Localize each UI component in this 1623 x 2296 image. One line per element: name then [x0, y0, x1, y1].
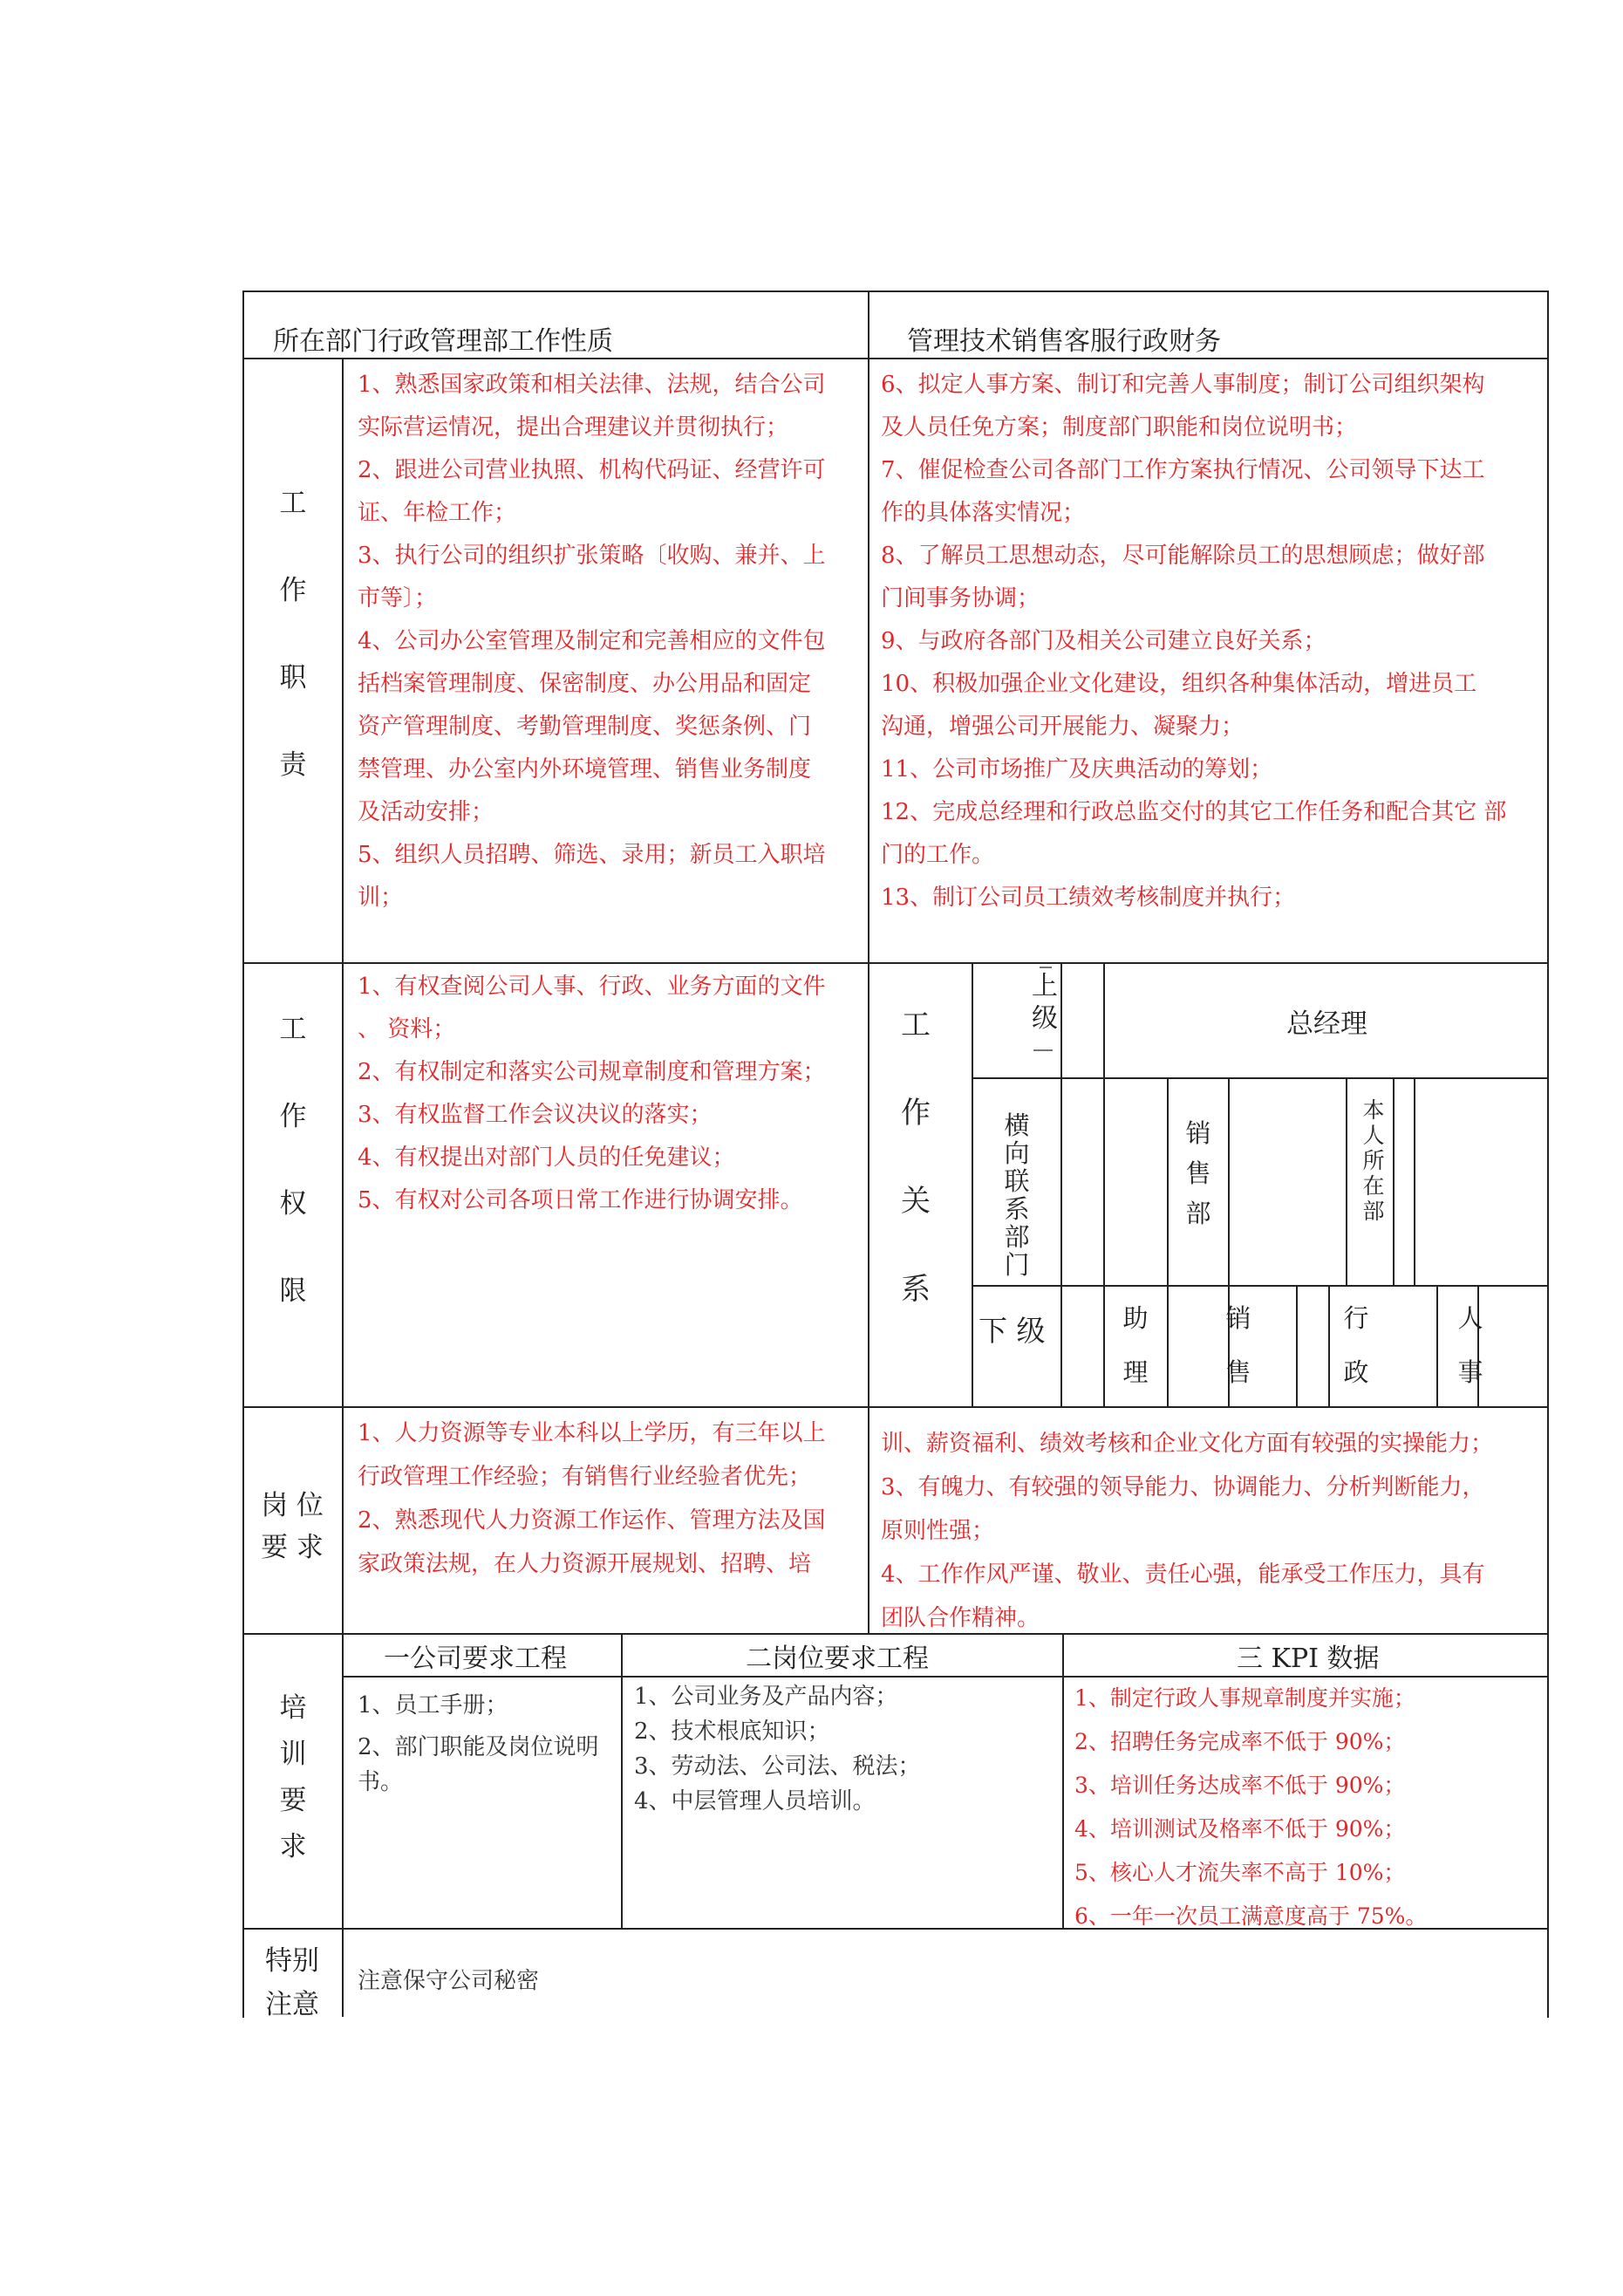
requirement-line: 4、工作作风严谨、敬业、责任心强，能承受工作压力，具有 — [881, 1561, 1485, 1588]
training-line: 书。 — [358, 1769, 404, 1795]
relations-grid-line — [972, 962, 973, 1406]
duty-line: 6、拟定人事方案、制订和完善人事制度；制订公司组织架构 — [881, 372, 1485, 398]
special-label-top: 特别 — [265, 1945, 319, 1977]
special-label-bottom: 注意 — [265, 1989, 319, 2020]
sub-hr: 人 事 — [1457, 1303, 1483, 1387]
superior-name: 总经理 — [1286, 1008, 1367, 1040]
col-divider-training — [621, 1633, 623, 1928]
requirement-line: 1、人力资源等专业本科以上学历，有三年以上 — [358, 1420, 826, 1446]
duty-line: 13、制订公司员工绩效考核制度并执行； — [881, 885, 1296, 911]
training-line: 1、员工手册； — [358, 1692, 508, 1719]
requirement-line: 2、熟悉现代人力资源工作运作、管理方法及国 — [358, 1507, 826, 1534]
requirements-label-top: 岗 位 — [261, 1490, 324, 1521]
lateral-label: 横 向 联 系 部 门 — [1004, 1110, 1030, 1280]
duty-line: 市等〕； — [358, 585, 438, 612]
duties-left-list — [358, 364, 826, 919]
sub-admin: 行 政 — [1343, 1303, 1369, 1387]
lateral-sales-dept: 销 售 部 — [1185, 1118, 1211, 1228]
requirement-line: 家政策法规，在人力资源开展规划、招聘、培 — [358, 1551, 812, 1577]
relations-grid-line — [1346, 1077, 1347, 1285]
relations-grid-line — [1436, 1285, 1438, 1406]
authority-line: 2、有权制定和落实公司规章制度和管理方案； — [358, 1059, 826, 1085]
duty-line: 门间事务协调； — [881, 585, 1040, 612]
authority-label: 工 作 权 限 — [279, 1014, 307, 1307]
requirement-line: 团队合作精神。 — [881, 1605, 1040, 1631]
dash-mark — [1033, 1049, 1053, 1051]
table-border-left — [242, 290, 244, 2018]
sub-sales: 销 售 — [1225, 1303, 1251, 1387]
authority-line: 5、有权对公司各项日常工作进行协调安排。 — [358, 1187, 803, 1213]
kpi-list — [1074, 1677, 1427, 1938]
company-requirements-title: 一公司要求工程 — [384, 1643, 567, 1674]
duty-line: 12、完成总经理和行政总监交付的其它工作任务和配合其它 部 — [881, 799, 1507, 825]
special-note-text: 注意保守公司秘密 — [358, 1968, 540, 1994]
row-divider — [242, 358, 1549, 359]
authority-line: 3、有权监督工作会议决议的落实； — [358, 1102, 713, 1128]
sub-assistant: 助 理 — [1122, 1303, 1149, 1387]
duty-line: 2、跟进公司营业执照、机构代码证、经营许可 — [358, 457, 826, 483]
duty-line: 沟通，增强公司开展能力、凝聚力； — [881, 714, 1245, 740]
col-divider-training — [1062, 1633, 1064, 1928]
requirement-line: 原则性强； — [881, 1518, 995, 1544]
requirements-left-list — [358, 1411, 826, 1586]
duty-line: 训； — [358, 885, 404, 911]
duty-line: 括档案管理制度、保密制度、办公用品和固定 — [358, 671, 812, 697]
training-label: 培 训 要 求 — [279, 1692, 307, 1862]
position-requirements-title: 二岗位要求工程 — [746, 1643, 929, 1674]
duty-line: 门的工作。 — [881, 842, 995, 868]
training-line: 1、公司业务及产品内容； — [634, 1684, 898, 1710]
relations-grid-line — [1414, 1077, 1415, 1285]
duties-right-list — [881, 364, 1506, 919]
duty-line: 及活动安排； — [358, 799, 494, 825]
duty-line: 资产管理制度、考勤管理制度、奖惩条例、门 — [358, 714, 812, 740]
relations-grid-line — [972, 1285, 1549, 1287]
relations-grid-line — [1167, 1077, 1169, 1406]
duty-line: 及人员任免方案；制度部门职能和岗位说明书； — [881, 414, 1358, 441]
relations-label: 工 作 关 系 — [901, 1008, 931, 1307]
row-divider — [242, 1406, 1549, 1408]
training-line: 4、中层管理人员培训。 — [634, 1788, 876, 1814]
authority-line: 1、有权查阅公司人事、行政、业务方面的文件 — [358, 974, 826, 1000]
relations-grid-line — [972, 1077, 1549, 1079]
duty-line: 9、与政府各部门及相关公司建立良好关系； — [881, 628, 1326, 654]
kpi-line: 1、制定行政人事规章制度并实施； — [1074, 1685, 1415, 1711]
duty-line: 7、催促检查公司各部门工作方案执行情况、公司领导下达工 — [881, 457, 1485, 483]
department-title: 所在部门行政管理部工作性质 — [273, 326, 613, 357]
duty-line: 4、公司办公室管理及制定和完善相应的文件包 — [358, 628, 826, 654]
requirements-right-list — [881, 1422, 1493, 1640]
superior-label: 上 级 — [1032, 971, 1058, 1034]
own-department: 本 人 所 在 部 — [1362, 1097, 1385, 1224]
row-divider — [242, 962, 1549, 964]
company-requirements-list — [358, 1688, 599, 1800]
relations-grid-line — [1296, 1285, 1298, 1406]
dash-mark — [1040, 967, 1052, 968]
requirement-line: 行政管理工作经验；有销售行业经验者优先； — [358, 1464, 812, 1490]
relations-grid-line — [1393, 1077, 1395, 1285]
table-border-top — [242, 290, 1549, 292]
kpi-line: 6、一年一次员工满意度高于 75%。 — [1074, 1903, 1428, 1929]
duty-line: 1、熟悉国家政策和相关法律、法规，结合公司 — [358, 372, 826, 398]
kpi-line: 3、培训任务达成率不低于 90%； — [1074, 1773, 1406, 1798]
duty-line: 11、公司市场推广及庆典活动的筹划； — [881, 756, 1273, 782]
authority-line: 4、有权提出对部门人员的任免建议； — [358, 1145, 735, 1171]
col-divider-label — [342, 358, 344, 1633]
duty-line: 实际营运情况，提出合理建议并贯彻执行； — [358, 414, 789, 441]
kpi-line: 5、核心人才流失率不高于 10%； — [1074, 1860, 1406, 1885]
authority-list — [358, 966, 826, 1222]
work-nature-text: 管理技术销售客服行政财务 — [907, 326, 1221, 357]
training-line: 2、技术根底知识； — [634, 1719, 830, 1745]
table-border-right — [1547, 290, 1549, 2018]
duty-line: 8、了解员工思想动态，尽可能解除员工的思想顾虑；做好部 — [881, 543, 1485, 569]
requirement-line: 训、薪资福利、绩效考核和企业文化方面有较强的实操能力； — [881, 1431, 1494, 1457]
subordinate-label: 下 级 — [979, 1314, 1046, 1348]
requirement-line: 3、有魄力、有较强的领导能力、协调能力、分析判断能力， — [881, 1474, 1485, 1500]
duty-line: 3、执行公司的组织扩张策略〔收购、兼并、上 — [358, 543, 826, 569]
authority-line: 、 资料； — [358, 1016, 456, 1042]
relations-grid-line — [1103, 962, 1105, 1406]
relations-grid-line — [1328, 1285, 1330, 1406]
duty-line: 禁管理、办公室内外环境管理、销售业务制度 — [358, 756, 812, 782]
kpi-title: 三 KPI 数据 — [1237, 1643, 1380, 1674]
kpi-line: 4、培训测试及格率不低于 90%； — [1074, 1816, 1406, 1842]
training-line: 2、部门职能及岗位说明 — [358, 1734, 599, 1760]
training-line: 3、劳动法、公司法、税法； — [634, 1753, 921, 1780]
position-requirements-list — [634, 1679, 921, 1819]
requirements-label-bottom: 要 求 — [261, 1532, 324, 1563]
col-divider-label — [342, 1633, 344, 2017]
duty-line: 5、组织人员招聘、筛选、录用；新员工入职培 — [358, 842, 826, 868]
duty-line: 作的具体落实情况； — [881, 500, 1086, 526]
duties-label: 工 作 职 责 — [279, 488, 307, 781]
relations-grid-line — [1060, 962, 1062, 1406]
duty-line: 10、积极加强企业文化建设，组织各种集体活动，增进员工 — [881, 671, 1477, 697]
kpi-line: 2、招聘任务完成率不低于 90%； — [1074, 1729, 1406, 1754]
duty-line: 证、年检工作； — [358, 500, 517, 526]
